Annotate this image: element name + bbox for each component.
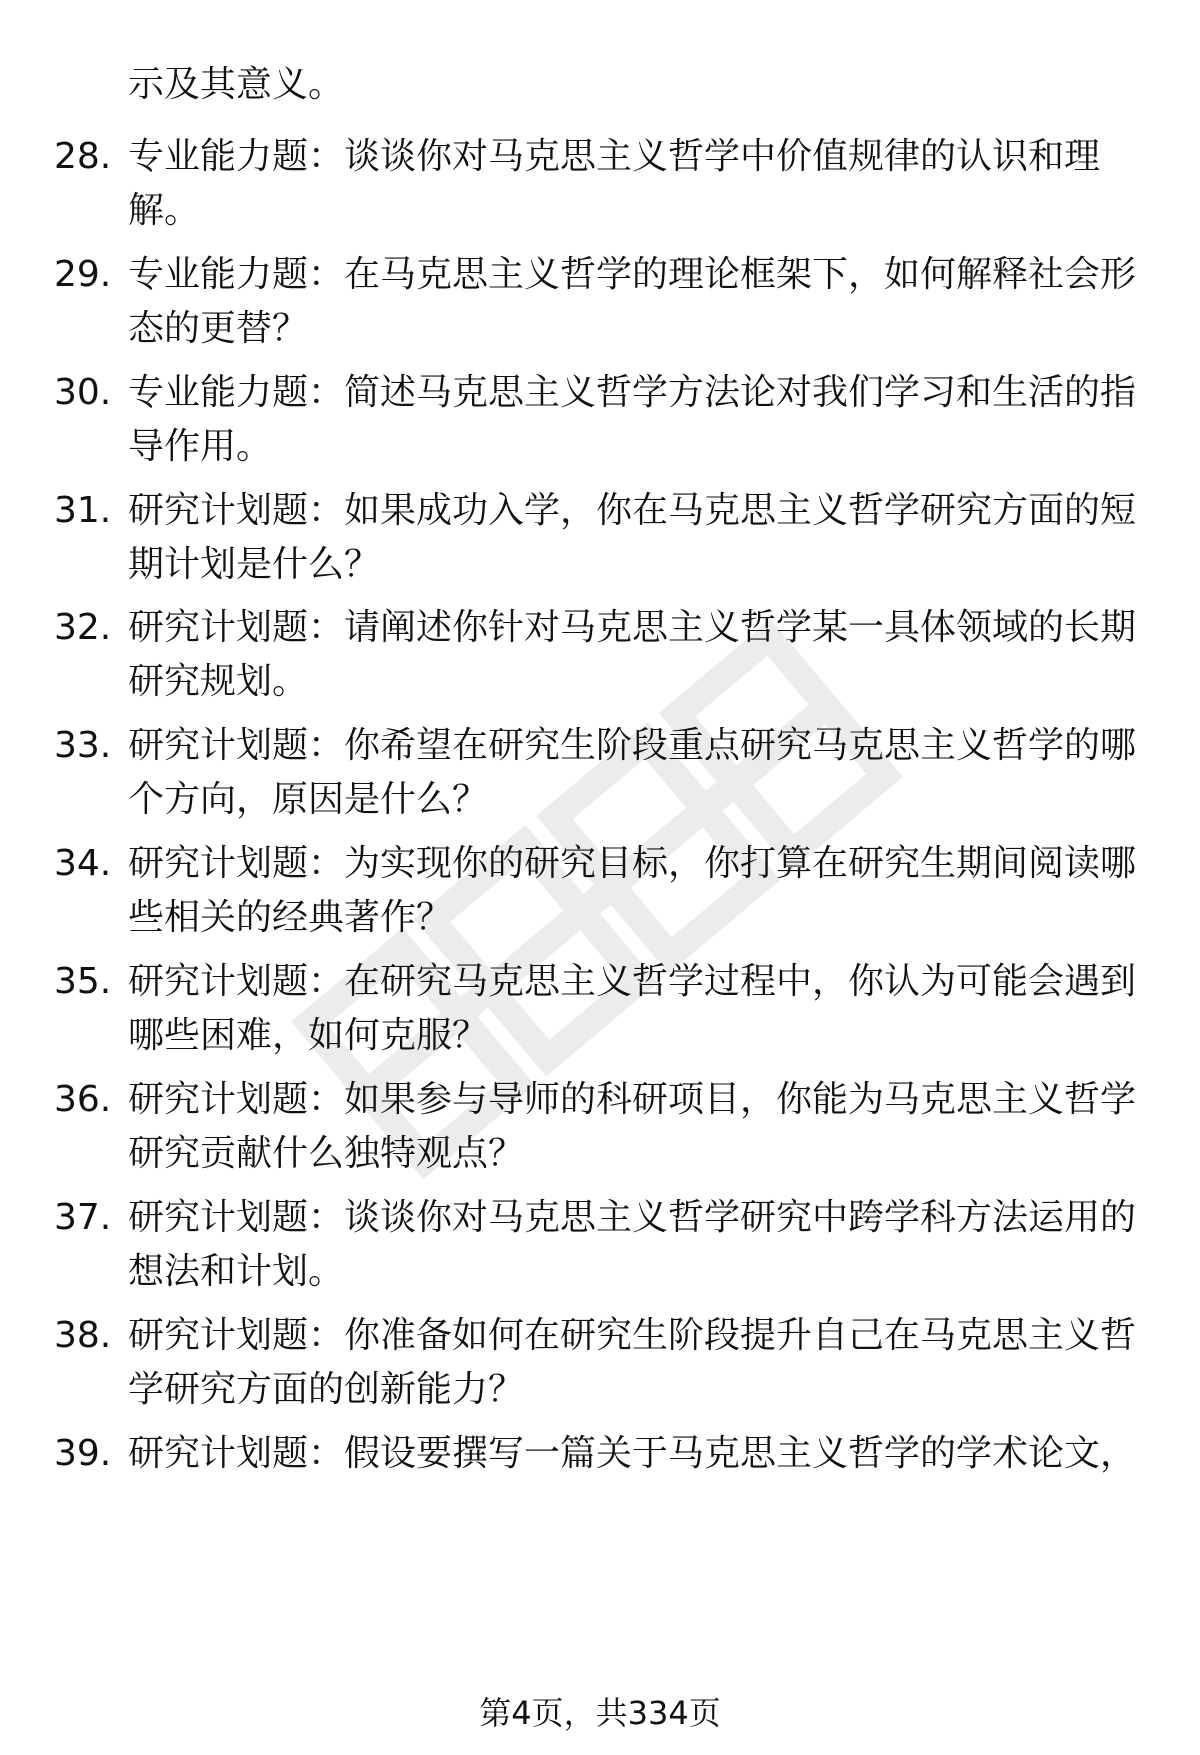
list-item <box>0 130 1200 238</box>
continuation-text: 示及其意义。 <box>128 64 345 105</box>
item-text: 专业能力题：在马克思主义哲学的理论框架下，如何解释社会形态的更替？ <box>128 254 1137 349</box>
item-number: 28. <box>54 136 112 177</box>
item-text: 研究计划题：谈谈你对马克思主义哲学研究中跨学科方法运用的想法和计划。 <box>128 1197 1137 1292</box>
list-item <box>0 1309 1200 1417</box>
list-item <box>0 366 1200 474</box>
item-number: 32. <box>54 607 112 648</box>
list-item <box>0 1427 1200 1535</box>
item-number: 39. <box>54 1433 112 1474</box>
list-item <box>0 248 1200 356</box>
item-text: 研究计划题：你准备如何在研究生阶段提升自己在马克思主义哲学研究方面的创新能力？ <box>128 1315 1137 1410</box>
list-item <box>0 719 1200 827</box>
item-number: 31. <box>54 490 112 531</box>
item-text: 研究计划题：为实现你的研究目标，你打算在研究生期间阅读哪些相关的经典著作？ <box>128 843 1137 938</box>
list-item <box>0 601 1200 709</box>
item-number: 30. <box>54 372 112 413</box>
item-number: 35. <box>54 961 112 1002</box>
item-text: 研究计划题：假设要撰写一篇关于马克思主义哲学的学术论文， <box>128 1433 1137 1474</box>
item-number: 38. <box>54 1315 112 1356</box>
item-text: 研究计划题：在研究马克思主义哲学过程中，你认为可能会遇到哪些困难，如何克服？ <box>128 961 1137 1056</box>
item-text: 专业能力题：简述马克思主义哲学方法论对我们学习和生活的指导作用。 <box>128 372 1137 467</box>
item-text: 研究计划题：如果参与导师的科研项目，你能为马克思主义哲学研究贡献什么独特观点？ <box>128 1079 1137 1174</box>
list-item <box>0 484 1200 592</box>
item-text: 研究计划题：请阐述你针对马克思主义哲学某一具体领域的长期研究规划。 <box>128 607 1137 702</box>
page-footer: 第4页，共334页 <box>479 1694 721 1732</box>
list-item <box>0 955 1200 1063</box>
list-item <box>0 1073 1200 1181</box>
item-text: 专业能力题：谈谈你对马克思主义哲学中价值规律的认识和理解。 <box>128 136 1101 231</box>
item-text: 研究计划题：如果成功入学，你在马克思主义哲学研究方面的短期计划是什么？ <box>128 490 1137 585</box>
list-item <box>0 1191 1200 1299</box>
item-number: 29. <box>54 254 112 295</box>
item-number: 36. <box>54 1079 112 1120</box>
list-item <box>0 837 1200 945</box>
item-number: 33. <box>54 725 112 766</box>
item-number: 37. <box>54 1197 112 1238</box>
item-number: 34. <box>54 843 112 884</box>
item-text: 研究计划题：你希望在研究生阶段重点研究马克思主义哲学的哪个方向，原因是什么？ <box>128 725 1137 820</box>
